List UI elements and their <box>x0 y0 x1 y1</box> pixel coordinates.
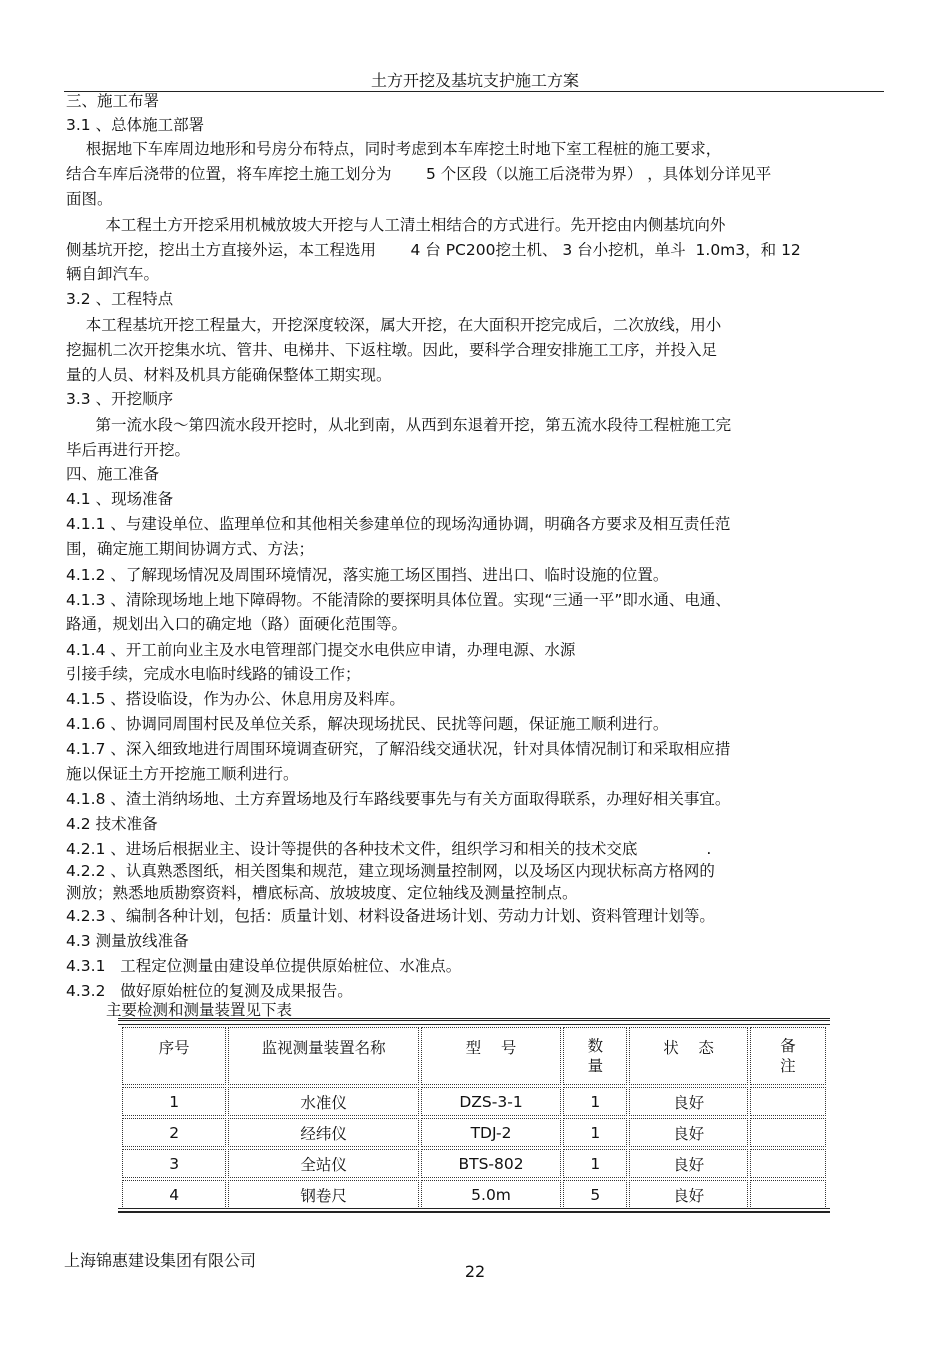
header-cell: 状 态 <box>629 1027 747 1085</box>
paragraph-line: 4.1.7 、深入细致地进行周围环境调查研究，了解沿线交通状况，针对具体情况制订和采取相应措 <box>66 740 731 758</box>
header-cell: 数 量 <box>563 1027 627 1085</box>
table-caption: 主要检测和测量装置见下表 <box>106 1001 293 1019</box>
table-cell: 钢卷尺 <box>228 1180 419 1209</box>
table-cell: 1 <box>563 1149 627 1178</box>
subsection-heading: 3.2 、工程特点 <box>66 290 174 308</box>
subsection-heading: 4.3 测量放线准备 <box>66 932 189 950</box>
paragraph-line: 4.2.1 、进场后根据业主、设计等提供的各种技术文件，组织学习和相关的技术交底 . <box>66 840 712 858</box>
table-row <box>122 1180 826 1209</box>
subsection-heading: 3.3 、开挖顺序 <box>66 390 174 408</box>
paragraph-line: 4.3.2 做好原始桩位的复测及成果报告。 <box>66 982 353 1000</box>
footer-company: 上海锦惠建设集团有限公司 <box>64 1251 257 1270</box>
paragraph-line: 施以保证土方开挖施工顺利进行。 <box>66 765 299 783</box>
paragraph-line: 本工程基坑开挖工程量大，开挖深度较深，属大开挖，在大面积开挖完成后，二次放线，用小 <box>66 316 722 334</box>
paragraph-line: 4.1.6 、协调同周围村民及单位关系，解决现场扰民、民扰等问题，保证施工顺利进行。 <box>66 715 669 733</box>
paragraph-line: 4.3.1 工程定位测量由建设单位提供原始桩位、水准点。 <box>66 957 462 975</box>
paragraph-line: 4.1.8 、渣土消纳场地、土方弃置场地及行车路线要事先与有关方面取得联系，办理好相关事宜。 <box>66 790 731 808</box>
instrument-table <box>120 1025 828 1211</box>
table-cell <box>750 1118 826 1147</box>
table-cell: 良好 <box>629 1149 747 1178</box>
paragraph-line: 围，确定施工期间协调方式、方法； <box>66 540 315 558</box>
table-cell: 4 <box>122 1180 226 1209</box>
paragraph-line: 4.2.2 、认真熟悉图纸，相关图集和规范，建立现场测量控制网，以及场区内现状标高方格网的 <box>66 862 715 880</box>
table-top-rule <box>118 1018 830 1025</box>
table-cell: BTS-802 <box>421 1149 561 1178</box>
table-cell: 全站仪 <box>228 1149 419 1178</box>
paragraph-line: 侧基坑开挖，挖出土方直接外运，本工程选用 4 台 PC200挖土机、 3 台小挖机，单斗 1.0m3，和 12 <box>66 241 801 259</box>
paragraph-line: 第一流水段～第四流水段开挖时，从北到南，从西到东退着开挖，第五流水段待工程桩施工完 <box>66 416 732 434</box>
paragraph-line: 辆自卸汽车。 <box>66 265 160 283</box>
paragraph-line: 根据地下车库周边地形和号房分布特点，同时考虑到本车库挖土时地下室工程桩的施工要求， <box>66 140 722 158</box>
table-cell: DZS-3-1 <box>421 1087 561 1116</box>
section-heading: 三、施工布署 <box>66 92 160 110</box>
paragraph-line: 4.2.3 、编制各种计划，包括：质量计划、材料设备进场计划、劳动力计划、资料管理计划等。 <box>66 907 715 925</box>
table-cell: 3 <box>122 1149 226 1178</box>
header-cell: 序号 <box>122 1027 226 1085</box>
paragraph-line: 挖掘机二次开挖集水坑、管井、电梯井、下返柱墩。因此，要科学合理安排施工工序，并投入足 <box>66 341 718 359</box>
paragraph-line: 4.1.5 、搭设临设，作为办公、休息用房及料库。 <box>66 690 405 708</box>
table-cell: 1 <box>563 1118 627 1147</box>
subsection-heading: 3.1 、总体施工部署 <box>66 116 205 134</box>
table-row <box>122 1118 826 1147</box>
paragraph-line: 量的人员、材料及机具方能确保整体工期实现。 <box>66 366 392 384</box>
table-cell: 1 <box>563 1087 627 1116</box>
paragraph-line: 4.1.2 、了解现场情况及周围环境情况，落实施工场区围挡、进出口、临时设施的位置。 <box>66 566 669 584</box>
header-rule <box>64 91 884 92</box>
subsection-heading: 4.1 、现场准备 <box>66 490 174 508</box>
header-cell: 监视测量装置名称 <box>228 1027 419 1085</box>
paragraph-line: 面图。 <box>66 190 113 208</box>
header-cell: 备 注 <box>750 1027 826 1085</box>
subsection-heading: 4.2 技术准备 <box>66 815 158 833</box>
paragraph-line: 路通，规划出入口的确定地（路）面硬化范围等。 <box>66 615 408 633</box>
table-cell: 良好 <box>629 1087 747 1116</box>
paragraph-line: 4.1.4 、开工前向业主及水电管理部门提交水电供应申请，办理电源、水源 <box>66 641 576 659</box>
table-row <box>122 1149 826 1178</box>
table-cell: 良好 <box>629 1118 747 1147</box>
section-heading: 四、施工准备 <box>66 465 160 483</box>
table-bottom-rule <box>118 1208 830 1213</box>
table-cell: 经纬仪 <box>228 1118 419 1147</box>
header-cell: 型 号 <box>421 1027 561 1085</box>
table-cell <box>750 1180 826 1209</box>
paragraph-line: 引接手续，完成水电临时线路的铺设工作； <box>66 665 361 683</box>
table-header-row <box>122 1027 826 1085</box>
table-cell: 2 <box>122 1118 226 1147</box>
table-cell: 1 <box>122 1087 226 1116</box>
table-cell: TDJ-2 <box>421 1118 561 1147</box>
table-cell: 水准仪 <box>228 1087 419 1116</box>
table-cell <box>750 1149 826 1178</box>
table-cell: 良好 <box>629 1180 747 1209</box>
paragraph-line: 结合车库后浇带的位置，将车库挖土施工划分为 5 个区段（以施工后浇带为界） ，具体划分详见平 <box>66 165 772 183</box>
paragraph-line: 4.1.1 、与建设单位、监理单位和其他相关参建单位的现场沟通协调，明确各方要求及相互责任范 <box>66 515 731 533</box>
table-cell <box>750 1087 826 1116</box>
page-number: 22 <box>464 1262 486 1281</box>
page-header-title: 土方开挖及基坑支护施工方案 <box>370 71 579 90</box>
paragraph-line: 4.1.3 、清除现场地上地下障碍物。不能清除的要探明具体位置。实现“三通一平”即水通、电通、 <box>66 591 731 609</box>
paragraph-line: 本工程土方开挖采用机械放坡大开挖与人工清土相结合的方式进行。先开挖由内侧基坑向外 <box>66 216 726 234</box>
paragraph-line: 测放；熟悉地质勘察资料，槽底标高、放坡坡度、定位轴线及测量控制点。 <box>66 884 578 902</box>
paragraph-line: 毕后再进行开挖。 <box>66 441 191 459</box>
table-cell: 5 <box>563 1180 627 1209</box>
table-row <box>122 1087 826 1116</box>
table-cell: 5.0m <box>421 1180 561 1209</box>
